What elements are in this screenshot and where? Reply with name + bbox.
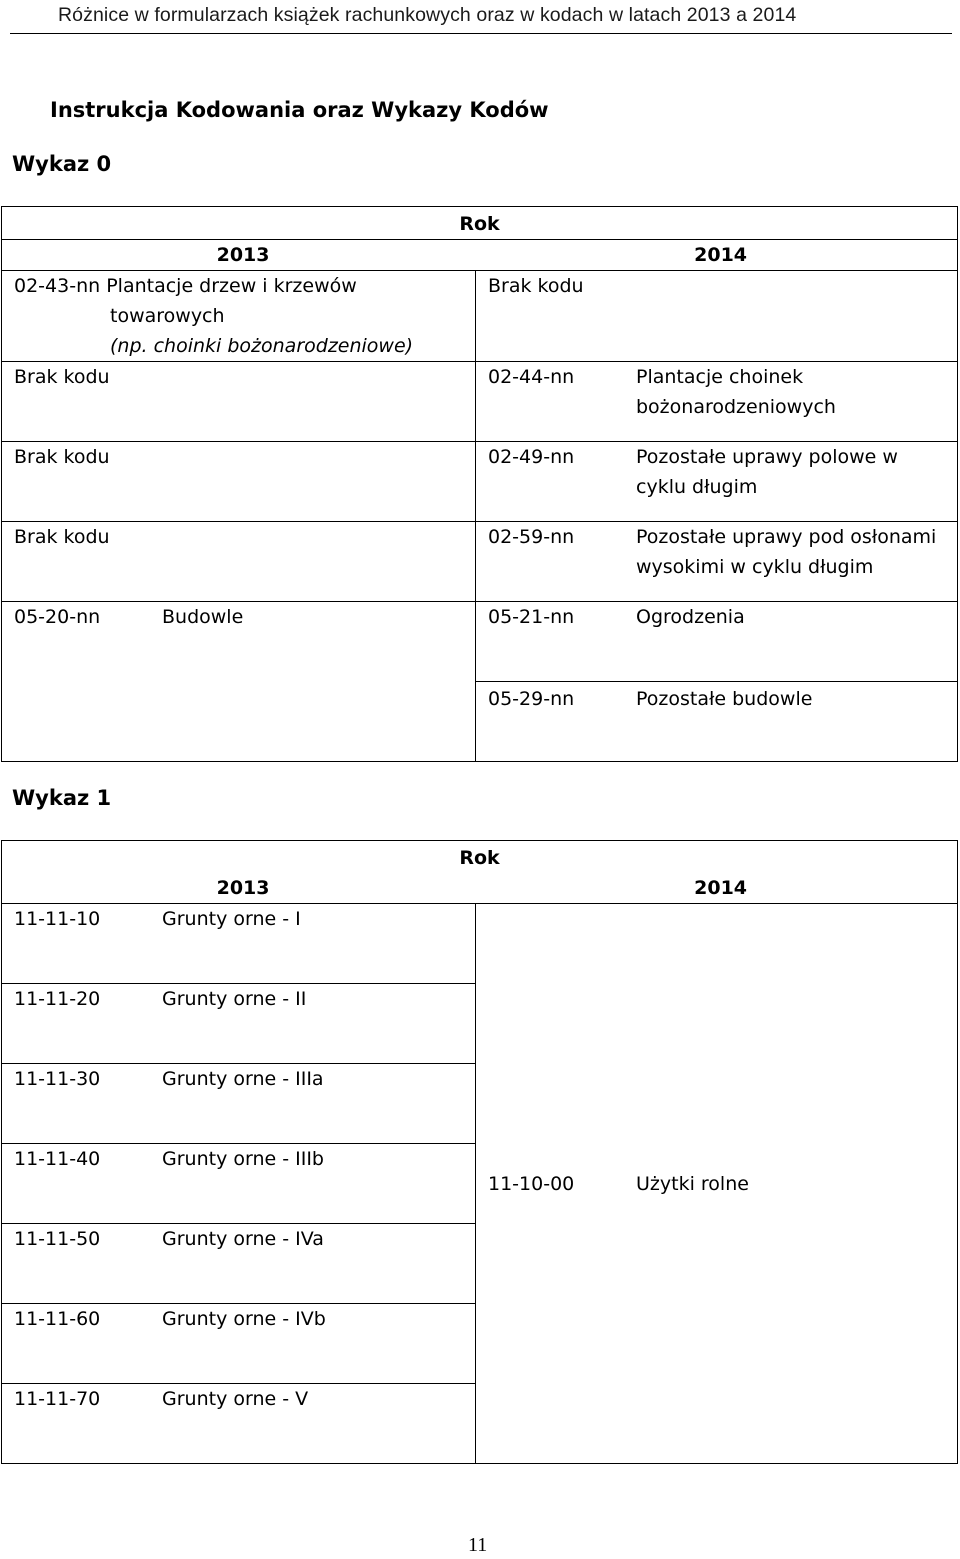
table-row: [2, 1144, 476, 1224]
code: 02-43-nn: [14, 275, 101, 297]
code: 11-11-30: [14, 1068, 101, 1090]
year-2014-header: 2014: [476, 240, 958, 271]
code: 11-11-10: [14, 908, 101, 930]
table-cell: [476, 602, 958, 682]
table-cell: [2, 522, 476, 602]
desc: Ogrodzenia: [636, 606, 745, 628]
code: 05-21-nn: [488, 606, 575, 628]
table-cell: [2, 271, 476, 362]
cell-line: (np. choinki bożonarodzeniowe): [110, 335, 414, 357]
desc: Budowle: [162, 606, 244, 628]
code: Brak kodu: [488, 275, 584, 297]
desc: bożonarodzeniowych: [636, 396, 836, 418]
code: Brak kodu: [14, 366, 110, 388]
table-row: [2, 984, 476, 1064]
wykaz-0-table: [1, 206, 958, 762]
table-row: [2, 1064, 476, 1144]
table-cell: [476, 362, 958, 442]
table-cell: [476, 682, 958, 762]
code: 05-20-nn: [14, 606, 101, 628]
desc: Grunty orne - IIIb: [162, 1148, 324, 1170]
document-title: Instrukcja Kodowania oraz Wykazy Kodów: [50, 98, 549, 122]
rok-header: Rok: [2, 207, 958, 240]
desc: Grunty orne - IIIa: [162, 1068, 324, 1090]
code: 11-10-00: [488, 1172, 575, 1195]
desc: Plantacje drzew i krzewów: [106, 275, 357, 297]
cell-line: towarowych: [110, 305, 225, 327]
table-row: [2, 1384, 476, 1464]
wykaz-1-table: [1, 840, 958, 1464]
cell-line: [14, 271, 475, 301]
wykaz-0-heading: Wykaz 0: [12, 152, 112, 176]
table-cell: [476, 522, 958, 602]
desc: Użytki rolne: [636, 1172, 749, 1195]
year-2013-header: 2013: [2, 873, 476, 904]
desc: Pozostałe uprawy pod osłonami: [636, 526, 937, 548]
desc: Grunty orne - I: [162, 908, 301, 930]
wykaz-1-heading: Wykaz 1: [12, 786, 112, 810]
desc: Grunty orne - V: [162, 1388, 309, 1410]
code: 11-11-20: [14, 988, 101, 1010]
code: 11-11-50: [14, 1228, 101, 1250]
desc: cyklu długim: [636, 476, 758, 498]
desc: Pozostałe uprawy polowe w: [636, 446, 898, 468]
desc: wysokimi w cyklu długim: [636, 556, 874, 578]
year-2013-header: 2013: [2, 240, 476, 271]
code: 02-49-nn: [488, 446, 575, 468]
running-header: Różnice w formularzach książek rachunkowych oraz w kodach w latach 2013 a 2014: [58, 4, 797, 26]
desc: Grunty orne - IVa: [162, 1228, 324, 1250]
desc: Pozostałe budowle: [636, 688, 813, 710]
table-cell: [2, 442, 476, 522]
code: 11-11-60: [14, 1308, 101, 1330]
table-cell: [476, 904, 958, 1464]
code: Brak kodu: [14, 446, 110, 468]
header-rule: [10, 33, 952, 34]
desc: Grunty orne - II: [162, 988, 307, 1010]
table-cell: [476, 271, 958, 362]
desc: Plantacje choinek: [636, 366, 804, 388]
code: 05-29-nn: [488, 688, 575, 710]
code: Brak kodu: [14, 526, 110, 548]
table-cell: [476, 442, 958, 522]
table-cell: [2, 602, 476, 762]
year-2014-header: 2014: [476, 873, 958, 904]
table-cell: [2, 362, 476, 442]
code: 11-11-40: [14, 1148, 101, 1170]
table-row: [2, 1224, 476, 1304]
desc: Grunty orne - IVb: [162, 1308, 326, 1330]
rok-header: Rok: [2, 841, 958, 874]
code: 02-44-nn: [488, 366, 575, 388]
code: 02-59-nn: [488, 526, 575, 548]
code: 11-11-70: [14, 1388, 101, 1410]
table-row: [2, 1304, 476, 1384]
page-number: 11: [468, 1534, 488, 1556]
table-row: [2, 904, 476, 984]
